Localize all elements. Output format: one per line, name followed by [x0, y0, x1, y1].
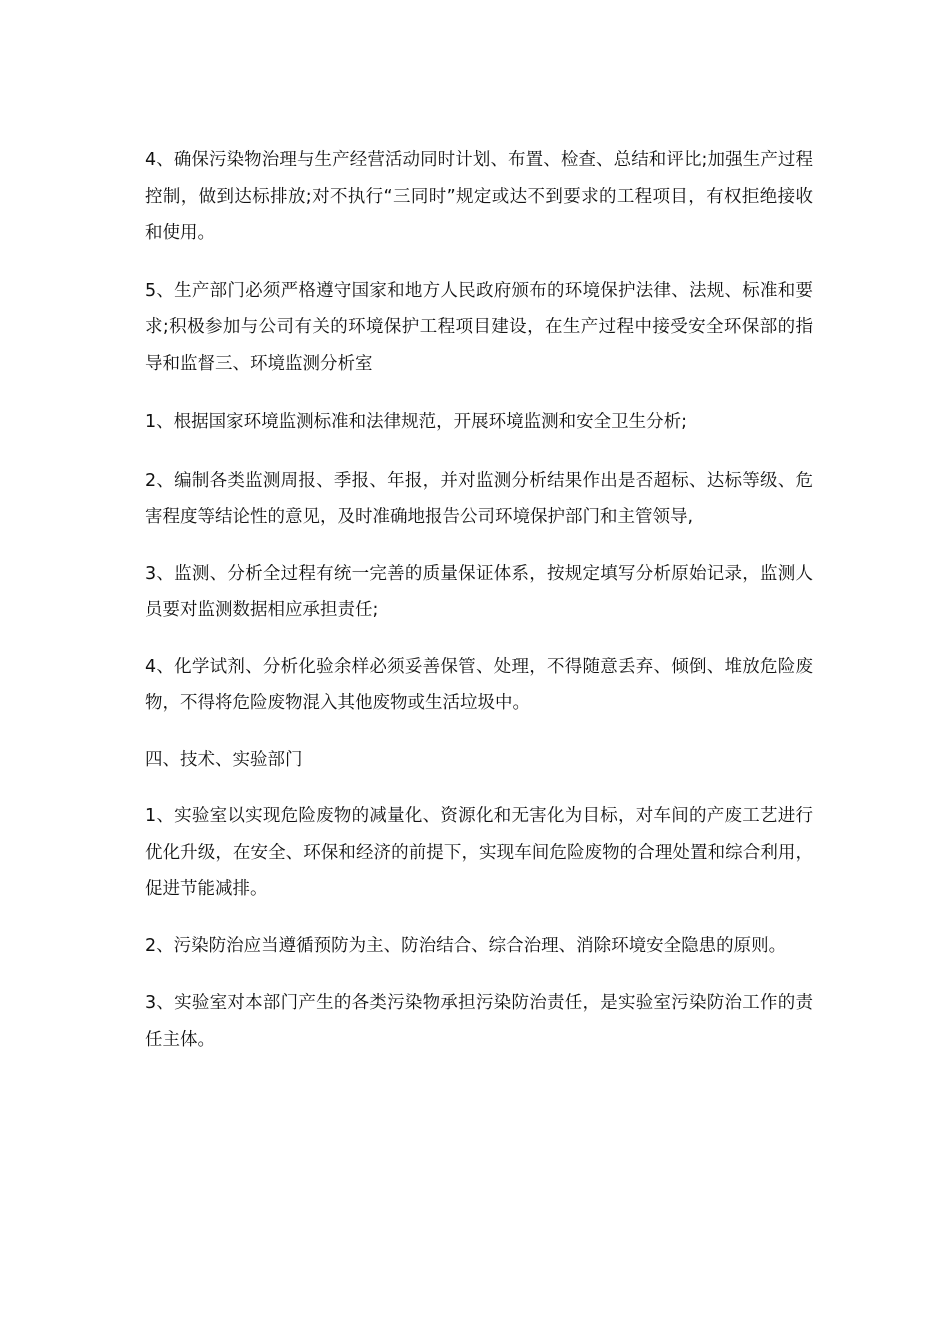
paragraph-monitoring-3: 3、监测、分析全过程有统一完善的质量保证体系，按规定填写分析原始记录，监测人员要对监测数据相应承担责任;: [145, 563, 813, 620]
paragraph-monitoring-2: 2、编制各类监测周报、季报、年报，并对监测分析结果作出是否超标、达标等级、危害程度等结论性的意见，及时准确地报告公司环境保护部门和主管领导,: [145, 470, 813, 527]
paragraph-lab-3: 3、实验室对本部门产生的各类污染物承担污染防治责任，是实验室污染防治工作的责任主体。: [145, 993, 813, 1050]
paragraph-production-5: 5、生产部门必须严格遵守国家和地方人民政府颁布的环境保护法律、法规、标准和要求;积极参加与公司有关的环境保护工程项目建设，在生产过程中接受安全环保部的指导和监督三、环境监测分析室: [145, 280, 813, 374]
section-heading-tech-lab: 四、技术、实验部门: [145, 749, 303, 770]
paragraph-production-4: 4、确保污染物治理与生产经营活动同时计划、布置、检查、总结和评比;加强生产过程控制，做到达标排放;对不执行“三同时”规定或达不到要求的工程项目，有权拒绝接收和使用。: [145, 150, 813, 243]
paragraph-lab-1: 1、实验室以实现危险废物的减量化、资源化和无害化为目标，对车间的产废工艺进行优化升级，在安全、环保和经济的前提下，实现车间危险废物的合理处置和综合利用，促进节能减排。: [145, 806, 813, 899]
paragraph-monitoring-4: 4、化学试剂、分析化验余样必须妥善保管、处理，不得随意丢弃、倾倒、堆放危险废物，不得将危险废物混入其他废物或生活垃圾中。: [145, 656, 813, 713]
paragraph-lab-2: 2、污染防治应当遵循预防为主、防治结合、综合治理、消除环境安全隐患的原则。: [145, 935, 787, 956]
document-page: [145, 142, 813, 1079]
paragraph-monitoring-1: 1、根据国家环境监测标准和法律规范，开展环境监测和安全卫生分析;: [145, 412, 688, 432]
